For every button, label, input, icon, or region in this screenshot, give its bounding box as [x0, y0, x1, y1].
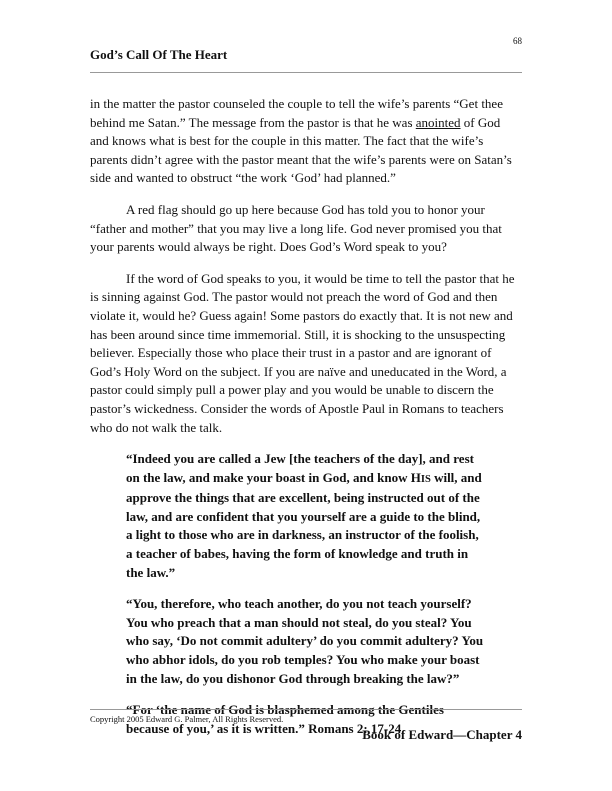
scripture-quote-3: “For ‘the name of God is blasphemed among the Gentiles because of you,’ as it is written.” Romans 2: 17-24 [126, 702, 444, 736]
page-number: 68 [513, 36, 522, 46]
quote-1-text-start: “Indeed you are called a Jew [the teachers of the day], and rest on the law, and make your boast in God, and know H [126, 451, 474, 485]
scripture-quote-1 [126, 450, 486, 582]
paragraph-3: If the word of God speaks to you, it would be time to tell the pastor that he is sinning against God. The pastor would not preach the word of God and then violate it, would he? Guess again! Some pastors do exactly that. It is not new and has been around since time immemorial. Still, it is shocking to the unsuspecting believer. Especially those who place their trust in a pastor and are ignorant of God’s Holy Word on the subject. If you are naïve and uneducated in the Word, a pastor could simply pull a power play and you would be unable to discern the pastor’s wickedness. Consider the words of Apostle Paul in Romans to teachers who do not walk the talk. [90, 270, 515, 435]
quote-1-text-end: will, and approve the things that are excellent, being instructed out of the law, and are confident that you yourself are a guide to the blind, a light to those who are in darkness, an instructor of the foolish, a teacher of babes, having the form of knowledge and truth in the law.” [126, 469, 482, 580]
running-header-title: God’s Call Of The Heart [90, 47, 228, 62]
copyright-notice: Copyright 2005 Edward G. Palmer, All Rights Reserved. [90, 714, 284, 724]
paragraph-2: A red flag should go up here because God has told you to honor your “father and mother” that you may live a long life. God never promised you that your parents would always be right. Does God’s Word speak to you? [90, 201, 502, 255]
header-divider [90, 72, 522, 73]
scripture-quote-2: “You, therefore, who teach another, do you not teach yourself? You who preach that a man should not steal, do you steal? You who say, ‘Do not commit adultery’ do you commit adultery? You who abhor idols, do you rob temples? You who make your boast in the law, do you dishonor God through breaking the law?” [126, 596, 484, 686]
page-body [90, 95, 522, 751]
underlined-word-anointed: anointed [415, 114, 461, 130]
paragraph-1-text-end: of God and knows what is best for the couple in this matter. The fact that the wife’s parents didn’t agree with the pastor meant that the wife’s parents were on Satan’s side and wanted to obstruct “the work ‘God’ had planned.” [90, 114, 512, 186]
quote-1-smallcaps: IS [420, 473, 431, 485]
running-footer-title: Book of Edward—Chapter 4 [362, 727, 522, 742]
paragraph-1 [90, 95, 522, 188]
paragraph-1-text-start: in the matter the pastor counseled the couple to tell the wife’s parents “Get thee behind me Satan.” The message from the pastor is that he was [90, 96, 503, 130]
footer-divider [90, 709, 522, 710]
